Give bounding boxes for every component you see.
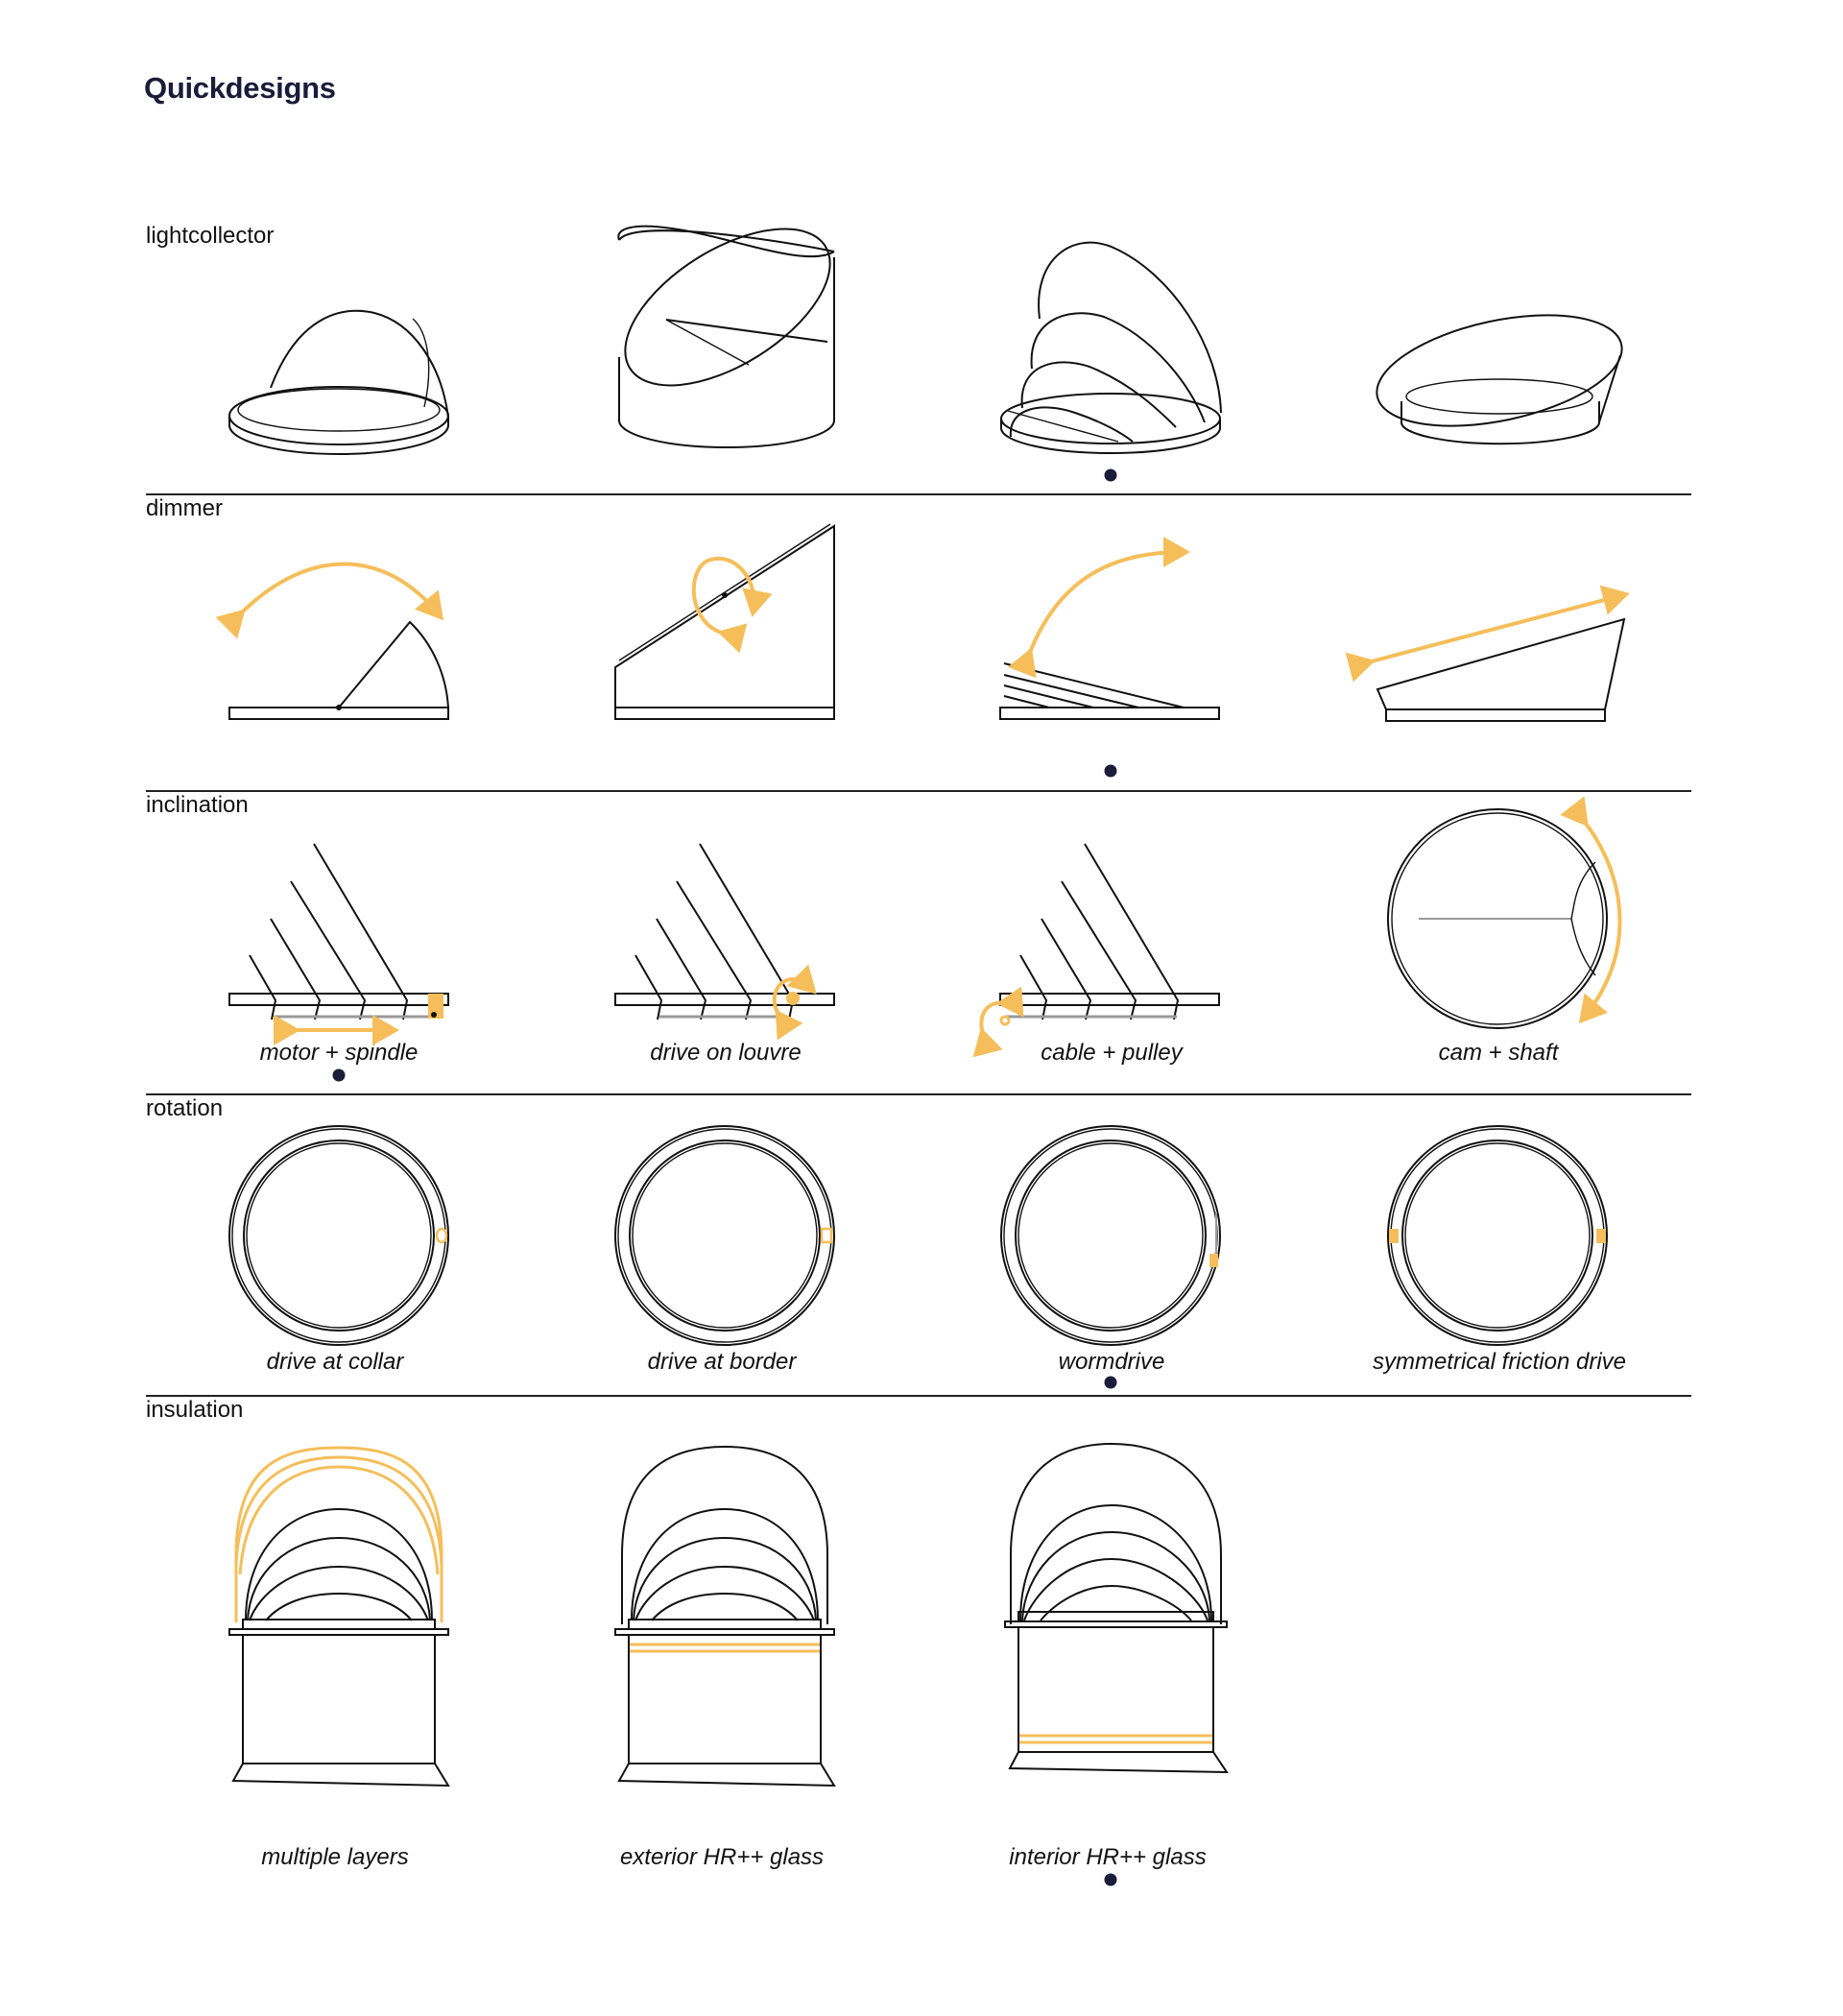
exterior-glass-tube-icon[interactable] — [615, 1447, 834, 1786]
sliding-wedge-icon[interactable] — [1368, 595, 1624, 721]
louvre-drive-icon[interactable] — [615, 844, 834, 1020]
tube-angled-cap-icon[interactable] — [599, 198, 855, 447]
rotating-panel-icon[interactable] — [615, 524, 834, 719]
caption-interior-glass: interior HR++ glass — [1009, 1844, 1207, 1870]
caption-drive-at-border: drive at border — [647, 1349, 797, 1375]
louvre-cable-icon[interactable] — [981, 844, 1219, 1035]
caption-drive-at-collar: drive at collar — [266, 1349, 404, 1375]
dome-half-shell-icon[interactable] — [229, 311, 448, 454]
stacked-shells-icon[interactable] — [1001, 243, 1221, 453]
row-label-inclination: inclination — [146, 792, 249, 818]
caption-wormdrive: wormdrive — [1058, 1349, 1165, 1375]
folding-slats-icon[interactable] — [1000, 552, 1219, 719]
ring-friction-drive-icon[interactable] — [1388, 1126, 1607, 1345]
multi-layer-dome-icon[interactable] — [229, 1448, 448, 1786]
caption-motor-spindle: motor + spindle — [259, 1040, 419, 1066]
row-label-insulation: insulation — [146, 1397, 244, 1423]
ring-border-drive-icon[interactable] — [615, 1126, 834, 1345]
row-label-dimmer: dimmer — [146, 495, 224, 521]
caption-cam-shaft: cam + shaft — [1438, 1040, 1559, 1066]
caption-exterior-glass: exterior HR++ glass — [619, 1844, 825, 1870]
caption-multiple-layers: multiple layers — [261, 1844, 409, 1870]
louvre-spindle-icon[interactable] — [229, 844, 448, 1030]
ring-worm-drive-icon[interactable] — [1001, 1126, 1220, 1345]
interior-glass-tube-icon[interactable] — [1005, 1444, 1227, 1772]
tilted-bowl-icon[interactable] — [1367, 296, 1632, 445]
pivot-flap-icon[interactable] — [229, 564, 448, 720]
cam-shaft-icon[interactable] — [1388, 809, 1620, 1028]
caption-drive-on-louvre: drive on louvre — [650, 1040, 802, 1066]
ring-collar-drive-icon[interactable] — [229, 1126, 448, 1345]
caption-symmetrical-friction-drive: symmetrical friction drive — [1372, 1349, 1627, 1375]
row-label-lightcollector: lightcollector — [146, 223, 275, 249]
page-title: Quickdesigns — [144, 71, 336, 105]
caption-cable-pulley: cable + pulley — [1041, 1040, 1183, 1066]
row-label-rotation: rotation — [146, 1095, 224, 1121]
